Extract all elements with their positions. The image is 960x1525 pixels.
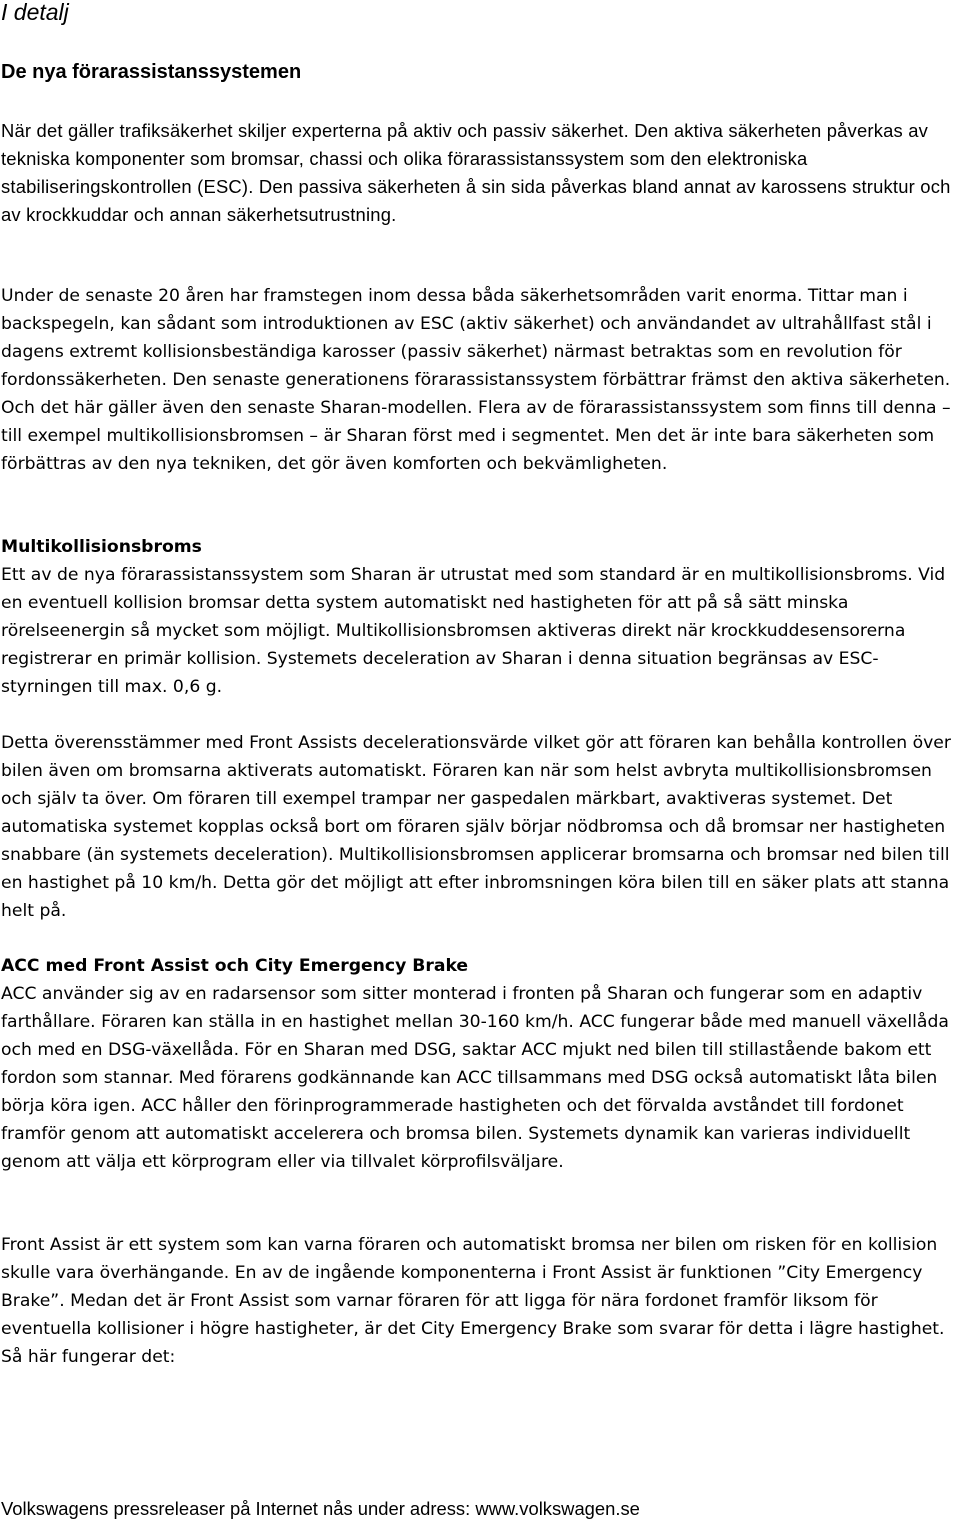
heading-acc: ACC med Front Assist och City Emergency Brake	[1, 956, 469, 976]
body-paragraph-multikollision: Ett av de nya förarassistanssystem som Sharan är utrustat med som standard är en multikollisionsbroms. Vid en eventuell kollision bromsar detta system automatiskt ned hastigheten för att på så sätt minska rörelseenergin så mycket som möjligt. Multikollisionsbromsen aktiveras direkt när krockkuddesensorerna registrerar en primär kollision. Systemets deceleration av Sharan i denna situation begränsas av ESC-styrningen till max. 0,6 g.	[1, 565, 946, 697]
body-paragraph-front-assist-deceleration: Detta överensstämmer med Front Assists decelerationsvärde vilket gör att föraren kan behålla kontrollen över bilen även om bromsarna aktiverats automatiskt. Föraren kan när som helst avbryta multikollisionsbromsen och själv ta över. Om föraren till exempel trampar ner gaspedalen märkbart, avaktiveras systemet. Det automatiska systemet kopplas också bort om föraren själv börjar nödbromsa och då bromsar ner hastigheten snabbare (än systemets deceleration). Multikollisionsbromsen applicerar bromsarna och bromsar ned bilen till en hastighet på 10 km/h. Detta gör det möjligt att efter inbromsningen köra bilen till en säker plats att stanna helt på.	[1, 733, 951, 921]
body-paragraph-front-assist: Front Assist är ett system som kan varna föraren och automatiskt bromsa ner bilen om risken för en kollision skulle vara överhängande. En av de ingående komponenterna i Front Assist är funktionen ”City Emergency Brake”. Medan det är Front Assist som varnar föraren för att ligga för nära fordonet framför liksom för eventuella kollisioner i högre hastigheter, är det City Emergency Brake som svarar för detta i lägre hastighet. Så här fungerar det:	[1, 1235, 945, 1367]
body-paragraph-progress: Under de senaste 20 åren har framstegen inom dessa båda säkerhetsområden varit enorma. Tittar man i backspegeln, kan sådant som introduktionen av ESC (aktiv säkerhet) och användandet av ultrahållfast stål i dagens extremt kollisionsbeständiga karosser (passiv säkerhet) närmast betraktas som en revolution för fordonssäkerheten. Den senaste generationens förarassistanssystem förbättrar främst den aktiva säkerheten. Och det här gäller även den senaste Sharan-modellen. Flera av de förarassistanssystem som finns till denna – till exempel multikollisionsbromsen – är Sharan först med i segmentet. Men det är inte bara säkerheten som förbättras av den nya tekniken, det gör även komforten och bekvämligheten.	[1, 286, 951, 474]
footer-press-url: Volkswagens pressreleaser på Internet nås under adress: www.volkswagen.se	[1, 1498, 640, 1519]
section-label: I detalj	[1, 0, 69, 25]
body-paragraph-acc: ACC använder sig av en radarsensor som sitter monterad i fronten på Sharan och fungerar som en adaptiv farthållare. Föraren kan ställa in en hastighet mellan 30-160 km/h. ACC fungerar både med manuell växellåda och med en DSG-växellåda. För en Sharan med DSG, saktar ACC mjukt ned bilen till stillastående bakom ett fordon som stannar. Med förarens godkännande kan ACC tillsammans med DSG också automatiskt låta bilen börja köra igen. ACC håller den förinprogrammerade hastigheten och det förvalda avståndet till fordonet framför genom att automatiskt accelerera och bromsa bilen. Systemets dynamik kan varieras individuellt genom att välja ett körprogram eller via tillvalet körprofilsväljare.	[1, 984, 949, 1172]
intro-paragraph: När det gäller trafiksäkerhet skiljer experterna på aktiv och passiv säkerhet. Den aktiva säkerheten påverkas av tekniska komponenter som bromsar, chassi och olika förarassistanssystem som den elektroniska stabiliseringskontrollen (ESC). Den passiva säkerheten å sin sida påverkas bland annat av karossens struktur och av krockkuddar och annan säkerhetsutrustning.	[1, 120, 951, 225]
heading-multikollisionsbroms: Multikollisionsbroms	[1, 537, 202, 557]
page-title: De nya förarassistanssystemen	[1, 61, 302, 83]
